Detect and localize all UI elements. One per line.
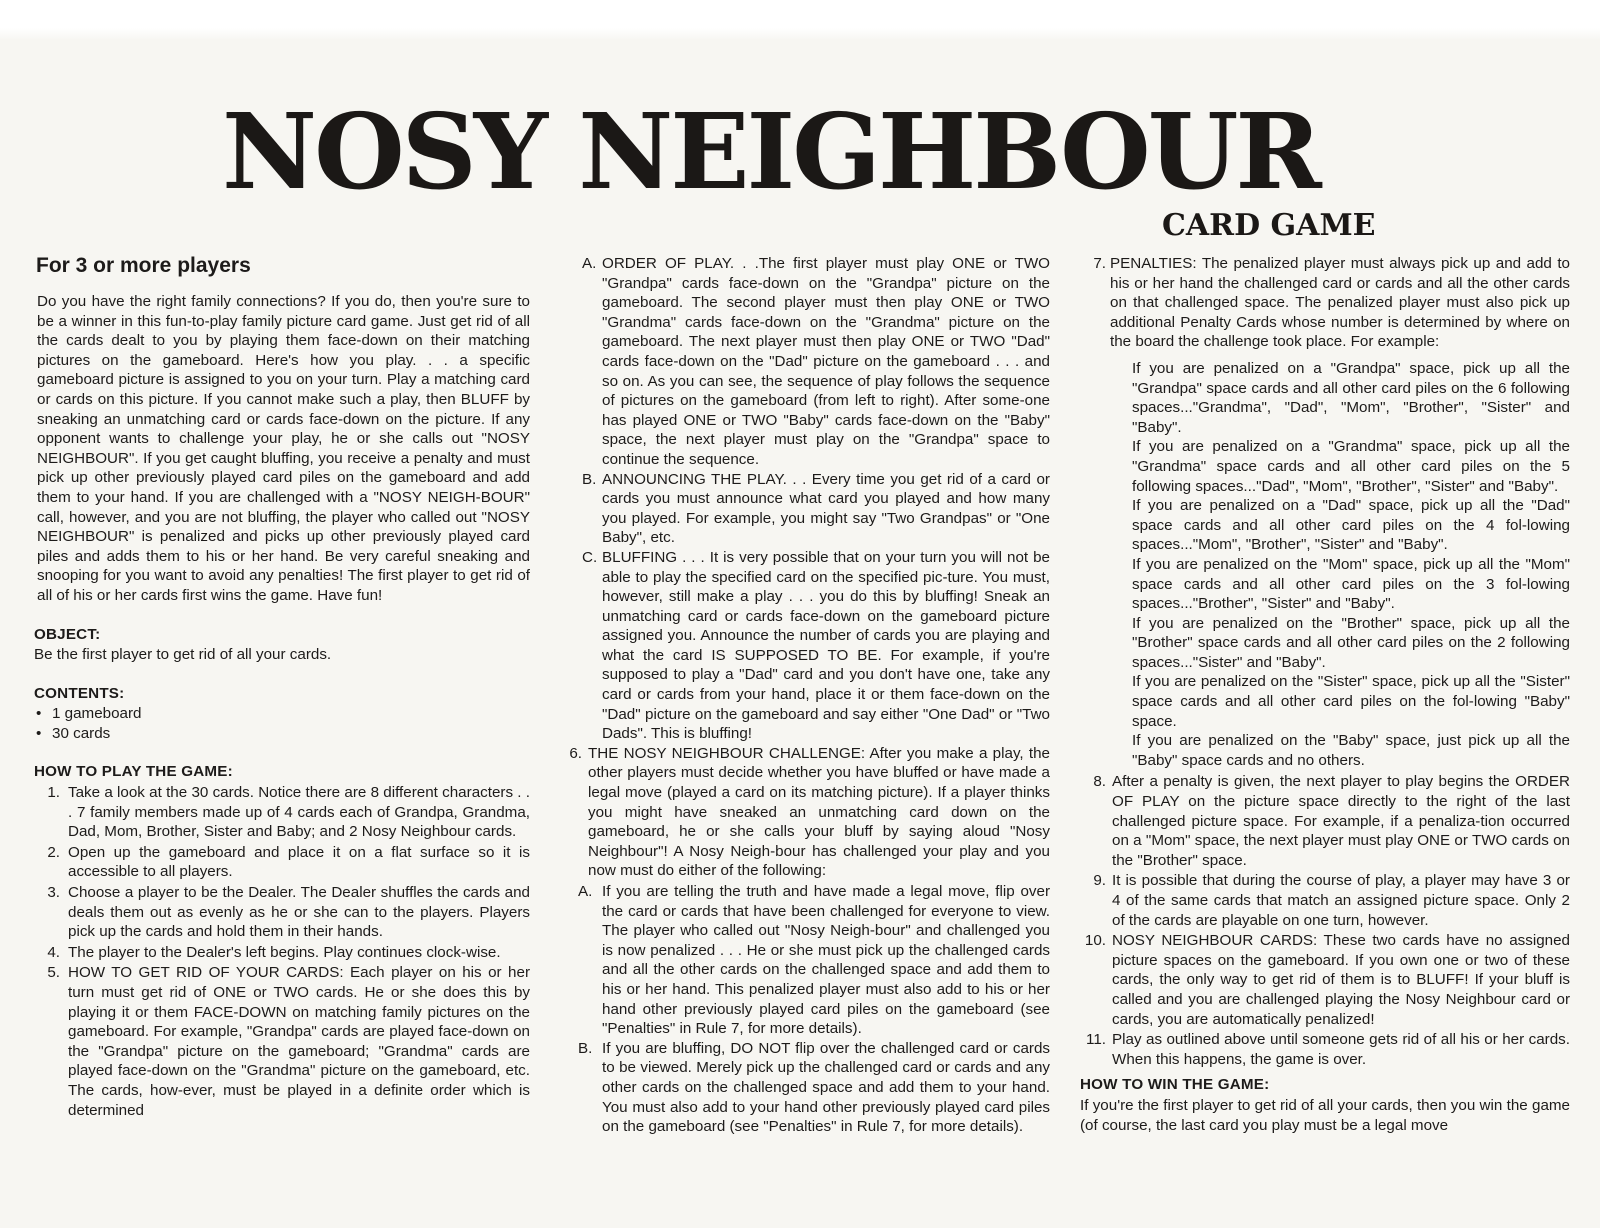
how-to-play-heading: HOW TO PLAY THE GAME:	[34, 763, 233, 781]
penalty-example: If you are penalized on a "Grandma" space, pick up all the "Grandma" space cards and all other card piles on the 5 following spaces..."Dad", "Mom", "Brother", "Sister" and "Baby".	[1132, 438, 1570, 495]
how-to-play-section	[34, 762, 530, 1120]
rule-9	[1080, 871, 1570, 930]
rule-number: 7.	[1093, 255, 1106, 272]
rule-number: 11.	[1086, 1031, 1106, 1049]
sub-text: BLUFFING . . . It is very possible that on your turn you will not be able to play the specified card on the specified pic-ture. You must, however, still make a play . . . you do this by bluffing! Sneak an unmatching card or cards face-down on the gameboard picture assigned you. Announce the number of cards you are playing and what the card IS SUPPOSED TO BE. For example, if you're supposed to play a "Dad" card and you don't have one, take any card or cards from your hand, place it or them face-down on the "Dad" picture on the gameboard and say either "One Dad" or "Two Dads". This is bluffing!	[602, 548, 1050, 743]
intro-paragraph: Do you have the right family connections? If you do, then you're sure to be a winner in this fun-to-play family picture card game. Just get rid of all the cards dealt to you by playing them face-down on their matching pictures on the gameboard. Here's how you play. . . a specific gameboard picture is assigned to you on your turn. Play a matching card or cards on this picture. If you cannot make such a play, then BLUFF by sneaking an unmatching card or cards face-down on the picture. If any opponent wants to challenge your play, he or she calls out "NOSY NEIGHBOUR". If you get caught bluffing, you receive a penalty and must pick up other previously played card piles on the gameboard and add them to your hand. If you are challenged with a "NOSY NEIGH-BOUR" call, however, and you are not bluffing, the player who called out "NOSY NEIGHBOUR" is penalized and picks up other previously played card piles and adds them to his or her hand. Be very careful sneaking and snooping for you want to avoid any penalties! The first player to get rid of all of his or her cards first wins the game. Have fun!	[37, 293, 530, 604]
sub-letter: B.	[578, 1039, 593, 1057]
rule-number: 2.	[47, 843, 60, 861]
rule-number: 3.	[47, 884, 60, 902]
sub-text: ORDER OF PLAY. . .The first player must play ONE or TWO "Grandpa" cards face-down on the "Grandpa" picture on the gameboard. The second player must then play ONE or TWO "Grandma" cards face-down on the "Grandma" picture on the gameboard. The next player must then play ONE or TWO "Dad" cards face-down on the "Dad" picture on the gameboard . . . and so on. As you can see, the sequence of play follows the sequence of pictures on the gameboard (from left to right). After some-one has played ONE or TWO "Baby" cards face-down on the "Baby" space, the next player must play on the "Grandpa" space to continue the sequence.	[602, 255, 1050, 468]
column-left	[34, 252, 530, 1121]
paper-shadow	[0, 28, 1600, 40]
column-middle	[562, 254, 1050, 1137]
sub-letter: C.	[582, 548, 598, 566]
rule-text: PENALTIES: The penalized player must always pick up and add to his or her hand the challenged card or cards and all the other cards on that challenged space. The penalized player must also pick up additional Penalty Cards whose number is determined by where on the board the challenge took place. For example:	[1110, 255, 1570, 351]
how-to-win-text: If you're the first player to get rid of all your cards, then you win the game (of course, the last card you play must be a legal move	[1080, 1096, 1570, 1134]
penalty-example: If you are penalized on the "Sister" space, pick up all the "Sister" space cards and all other card piles on the fol-lowing "Baby" space.	[1132, 673, 1570, 730]
rule-5c	[562, 548, 1050, 744]
rule-number: 9.	[1093, 872, 1106, 890]
rule-1	[34, 783, 530, 842]
penalty-example: If you are penalized on a "Dad" space, pick up all the "Dad" space cards and all other card piles on the 4 fol-lowing spaces..."Mom", "Brother", "Sister" and "Baby".	[1132, 497, 1570, 554]
game-title: NOSY NEIGHBOUR	[222, 90, 1319, 213]
sub-text: If you are telling the truth and have made a legal move, flip over the card or cards that have been challenged for everyone to view. The player who called out "Nosy Neigh-bour" and challenged you is now penalized . . . He or she must pick up the challenged cards and all the other cards on the challenged space and add them to his or her hand. This penalized player must also add to his or her hand other previously played card piles on the gameboard (see "Penalties" in Rule 7, for more details).	[602, 883, 1050, 1038]
players-heading: For 3 or more players	[36, 254, 251, 277]
list-item: • 1 gameboard	[34, 704, 530, 724]
penalty-example: If you are penalized on the "Baby" space, just pick up all the "Baby" space cards and no others.	[1132, 732, 1570, 769]
rule-number: 5.	[47, 964, 60, 982]
rule-7	[1080, 254, 1570, 352]
sub-letter: A.	[578, 883, 593, 900]
contents-list	[34, 704, 530, 743]
sub-text: If you are bluffing, DO NOT flip over the challenged card or cards to be viewed. Merely pick up the challenged card or cards and any other cards on the challenged space and add them to your hand. You must also add to your hand other previously played card piles on the gameboard (see "Penalties" in Rule 7, for more details).	[602, 1039, 1050, 1136]
rule-text: After a penalty is given, the next player to play begins the ORDER OF PLAY on the picture space directly to the right of the last challenged picture space. For example, if a penaliza-tion occurred on a "Mom" space, the next player must play ONE or TWO cards on the "Brother" space.	[1112, 773, 1570, 869]
rule-number: 1.	[47, 784, 60, 802]
rule-text: THE NOSY NEIGHBOUR CHALLENGE: After you make a play, the other players must decide whether you have bluffed or have made a legal move (played a card on its matching picture). If a player thinks you might have sneaked an unmatching card down on the gameboard, he or she calls your bluff by saying aloud "Nosy Neighbour"! A Nosy Neigh-bour has challenged your play and you now must do either of the following:	[588, 744, 1050, 880]
list-item: • 30 cards	[34, 724, 530, 744]
rule-number: 10.	[1084, 932, 1106, 950]
rule-text: The player to the Dealer's left begins. Play continues clock-wise.	[68, 943, 501, 961]
rule-text: Choose a player to be the Dealer. The Dealer shuffles the cards and deals them out as evenly as he or she can to the players. Players pick up the cards and hold them in their hands.	[68, 884, 530, 941]
object-section	[34, 625, 530, 665]
rule-text: Open up the gameboard and place it on a flat surface so it is accessible to all players.	[68, 843, 530, 881]
rule-6	[562, 744, 1050, 881]
rule-text: Take a look at the 30 cards. Notice there are 8 different characters . . . 7 family members made up of 4 cards each of Grandpa, Grandma, Dad, Mom, Brother, Sister and Baby; and 2 Nosy Neighbour cards.	[68, 784, 530, 841]
rule-text: NOSY NEIGHBOUR CARDS: These two cards have no assigned picture spaces on the gameboard. If you own one or two of these cards, the only way to get rid of them is to BLUFF! If your bluff is called and you are challenged playing the Nosy Neighbour card or cards, you are automatically penalized!	[1112, 932, 1570, 1028]
penalty-example: If you are penalized on the "Brother" space, pick up all the "Brother" space cards and all other card piles on the 2 following spaces..."Sister" and "Baby".	[1132, 614, 1570, 671]
rule-2	[34, 843, 530, 882]
contents-heading: CONTENTS:	[34, 684, 125, 702]
game-subtitle: CARD GAME	[1162, 208, 1376, 243]
rule-4	[34, 943, 530, 963]
rule-5a	[562, 254, 1050, 470]
penalty-example: If you are penalized on a "Grandpa" space, pick up all the "Grandpa" space cards and all other card piles on the 6 following spaces..."Grandma", "Dad", "Mom", "Brother", "Sister" and "Baby".	[1132, 359, 1570, 436]
rule-11	[1080, 1030, 1570, 1069]
rule-5b	[562, 470, 1050, 548]
column-right	[1080, 254, 1570, 1135]
rule-number: 4.	[47, 943, 60, 961]
sub-text: ANNOUNCING THE PLAY. . . Every time you get rid of a card or cards you must announce what card you played and how many you played. For example, you might say "Two Grandpas" or "One Baby", etc.	[602, 470, 1050, 547]
contents-section	[34, 684, 530, 744]
rules-list	[34, 783, 530, 1120]
rule-6b	[562, 1039, 1050, 1137]
rule-10	[1080, 931, 1570, 1029]
rule-6a	[562, 882, 1050, 1039]
rule-5	[34, 963, 530, 1120]
sub-letter: B.	[582, 470, 597, 488]
rule-text: It is possible that during the course of play, a player may have 3 or 4 of the same cards that match an assigned picture space. Only 2 of the cards are playable on one turn, however.	[1112, 872, 1570, 929]
rule-text: HOW TO GET RID OF YOUR CARDS: Each player on his or her turn must get rid of ONE or TWO cards. He or she does this by playing it or them FACE-DOWN on matching family pictures on the gameboard. For example, "Grandpa" cards are played face-down on the "Grandpa" picture on the gameboard; "Grandma" cards are played face-down on the "Grandma" picture on the gameboard, etc. The cards, how-ever, must be played in a definite order which is determined	[68, 964, 530, 1119]
penalty-example: If you are penalized on the "Mom" space, pick up all the "Mom" space cards and all other card piles on the 3 fol-lowing spaces..."Brother", "Sister" and "Baby".	[1132, 555, 1570, 613]
object-text: Be the first player to get rid of all your cards.	[34, 646, 332, 664]
rule-8	[1080, 772, 1570, 870]
rule-number: 8.	[1093, 773, 1106, 791]
how-to-win-heading: HOW TO WIN THE GAME:	[1080, 1076, 1270, 1094]
rule-number: 6.	[569, 744, 582, 762]
rule-3	[34, 883, 530, 942]
rule-text: Play as outlined above until someone gets rid of all his or her cards. When this happens, the game is over.	[1112, 1031, 1570, 1068]
sub-letter: A.	[582, 255, 597, 272]
object-heading: OBJECT:	[34, 625, 101, 643]
